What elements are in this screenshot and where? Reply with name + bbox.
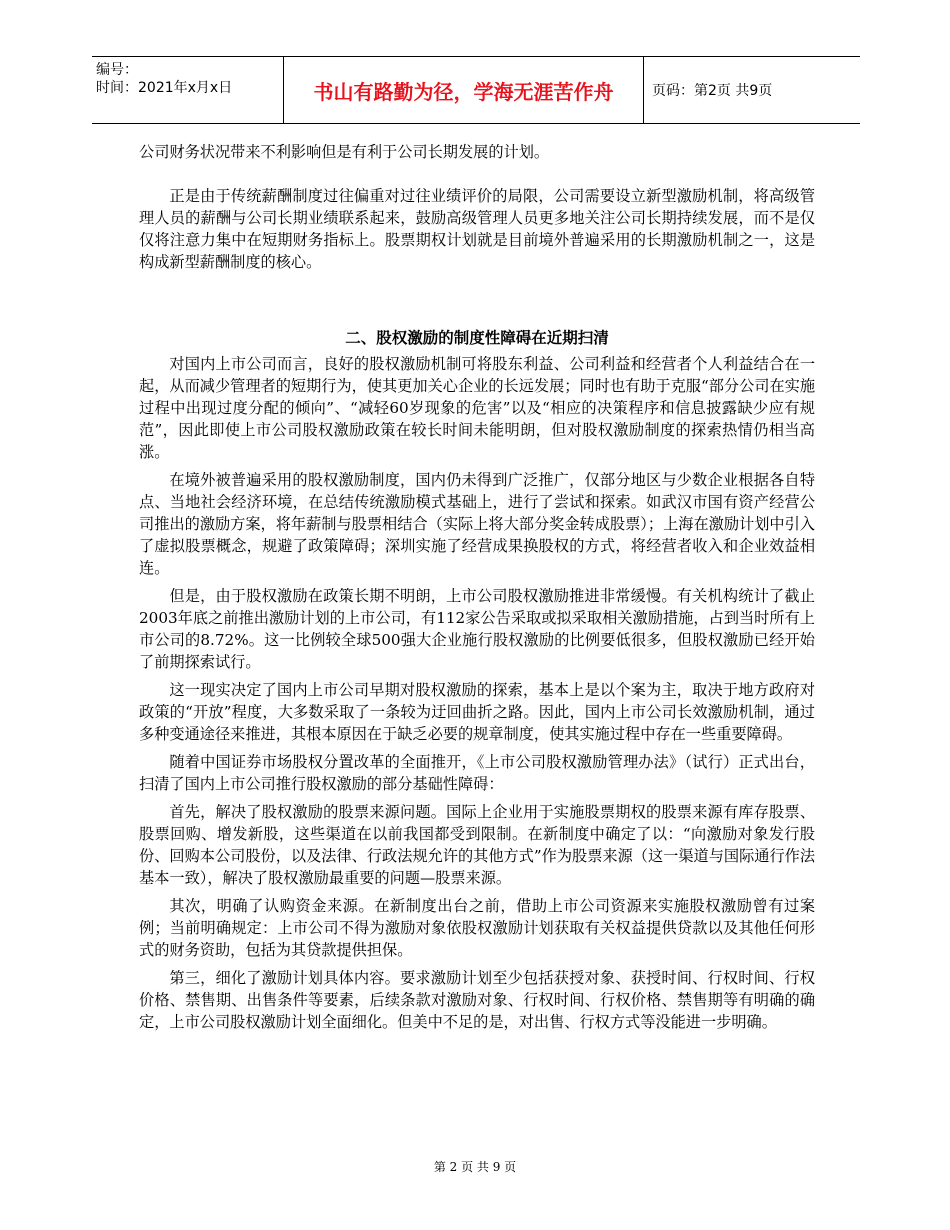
paragraph: 首先，解决了股权激励的股票来源问题。国际上企业用于实施股票期权的股票来源有库存股票、股票回购、增发新股，这些渠道在以前我国都受到限制。在新制度中确定了以：“向激励对象发行股份、回购本公司股份，以及法律、行政法规允许的其他方式”作为股票来源（这一渠道与国际通行作法基本一致），解决了股权激励最重要的问题—股票来源。 [139, 803, 816, 887]
document-body [139, 141, 815, 1033]
paragraph: 公司财务状况带来不利影响但是有利于公司长期发展的计划。 [139, 143, 550, 161]
paragraph: 其次，明确了认购资金来源。在新制度出台之前，借助上市公司资源来实施股权激励曾有过案例；当前明确规定：上市公司不得为激励对象依股权激励计划获取有关权益提供贷款以及其他任何形式的财务资助，包括为其贷款提供担保。 [139, 897, 815, 959]
header-motto: 书山有路勤为径，学海无涯苦作舟 [283, 57, 644, 123]
section-heading: 二、股权激励的制度性障碍在近期扫清 [345, 329, 609, 347]
paragraph: 这一现实决定了国内上市公司早期对股权激励的探索，基本上是以个案为主，取决于地方政府对政策的“开放”程度，大多数采取了一条较为迂回曲折之路。因此，国内上市公司长效激励机制，通过多种变通途径来推进，其根本原因在于缺乏必要的规章制度，使其实施过程中存在一些重要障碍。 [139, 681, 815, 743]
paragraph: 但是，由于股权激励在政策长期不明朗，上市公司股权激励推进非常缓慢。有关机构统计了截止2003年底之前推出激励计划的上市公司，有112家公告采取或拟采取相关激励措施，占到当时所有上市公司的8.72%。这一比例较全球500强大企业施行股权激励的比例要低很多，但股权激励已经开始了前期探索试行。 [139, 587, 815, 671]
paragraph: 正是由于传统薪酬制度过往偏重对过往业绩评价的局限，公司需要设立新型激励机制，将高级管理人员的薪酬与公司长期业绩联系起来，鼓励高级管理人员更多地关注公司长期持续发展，而不是仅仅将注意力集中在短期财务指标上。股票期权计划就是目前境外普遍采用的长期激励机制之一，这是构成新型薪酬制度的核心。 [139, 187, 815, 271]
page-footer: 第 2 页 共 9 页 [433, 1160, 517, 1174]
paragraph: 第三，细化了激励计划具体内容。要求激励计划至少包括获授对象、获授时间、行权时间、行权价格、禁售期、出售条件等要素，后续条款对激励对象、行权时间、行权价格、禁售期等有明确的确定，上市公司股权激励计划全面细化。但美中不足的是，对出售、行权方式等没能进一步明确。 [139, 969, 815, 1031]
header-page-info: 页码：第2页 共9页 [652, 83, 773, 99]
paragraph: 对国内上市公司而言，良好的股权激励机制可将股东利益、公司利益和经营者个人利益结合在一起，从而减少管理者的短期行为，使其更加关心企业的长远发展；同时也有助于克服“部分公司在实施过程中出现过度分配的倾向”、“减轻60岁现象的危害”以及“相应的决策程序和信息披露缺少应有规范”，因此即使上市公司股权激励政策在较长时间未能明朗，但对股权激励制度的探索热情仍相当高涨。 [139, 355, 816, 461]
paragraph: 在境外被普遍采用的股权激励制度，国内仍未得到广泛推广，仅部分地区与少数企业根据各自特点、当地社会经济环境，在总结传统激励模式基础上，进行了尝试和探索。如武汉市国有资产经营公司推出的激励方案，将年薪制与股票相结合（实际上将大部分奖金转成股票）；上海在激励计划中引入了虚拟股票概念，规避了政策障碍；深圳实施了经营成果换股权的方式，将经营者收入和企业效益相连。 [139, 471, 815, 577]
paragraph: 随着中国证券市场股权分置改革的全面推开，《上市公司股权激励管理办法》（试行）正式出台，扫清了国内上市公司推行股权激励的部分基础性障碍： [139, 753, 815, 793]
page-header [92, 56, 860, 124]
document-time-label: 时间：2021年x月x日 [96, 80, 233, 96]
document-number-label: 编号： [96, 62, 138, 78]
header-meta [92, 57, 283, 123]
